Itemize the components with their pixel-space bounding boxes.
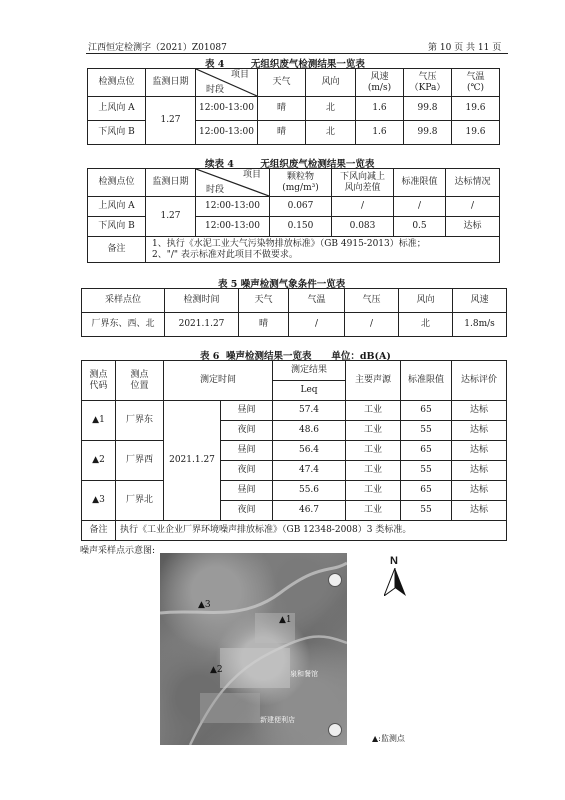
- pos-label-2: 位置: [130, 380, 149, 391]
- table4-h-diagonal: [196, 69, 258, 97]
- cell-period: 昼间: [221, 481, 273, 501]
- cell-code: ▲3: [82, 481, 116, 521]
- map-title: 噪声采样点示意图:: [80, 546, 156, 556]
- table5-h-time: 检测时间: [165, 289, 239, 313]
- cell-diff: 0.083: [332, 217, 394, 237]
- pm-label: 颗粒物: [286, 172, 314, 183]
- map-roads: [160, 553, 347, 745]
- cell-period: 昼间: [221, 401, 273, 421]
- cell-speed: 1.6: [356, 121, 404, 145]
- table4-h-wind: 风向: [306, 69, 356, 97]
- cell-leq: 55.6: [273, 481, 346, 501]
- cell-source: 工业: [346, 481, 401, 501]
- cell-limit: /: [394, 197, 446, 217]
- cell-limit: 55: [401, 461, 452, 481]
- cell-source: 工业: [346, 421, 401, 441]
- table4-h-point: 检测点位: [88, 69, 146, 97]
- table5: [81, 288, 507, 337]
- cell-leq: 57.4: [273, 401, 346, 421]
- cell-limit: 0.5: [394, 217, 446, 237]
- table4-h-temp: [452, 69, 500, 97]
- pm-unit: (mg/m³): [282, 182, 319, 193]
- table-row-note: [88, 237, 500, 263]
- note-cell: [146, 237, 500, 263]
- cell-period: 夜间: [221, 501, 273, 521]
- cell-date: 1.27: [146, 197, 196, 237]
- table4b: [87, 168, 500, 263]
- cell-source: 工业: [346, 461, 401, 481]
- note-line-1: 1、执行《水泥工业大气污染物排放标准》（GB 4915-2013）标准；: [152, 239, 426, 250]
- cell-point: 厂界东、西、北: [82, 313, 165, 337]
- table6-h-leq: Leq: [273, 381, 346, 401]
- table-row: [82, 313, 507, 337]
- cell-eval: /: [446, 197, 500, 217]
- table5-caption: 表 5 噪声检测气象条件一览表: [218, 279, 346, 290]
- press-label: 气压: [418, 72, 437, 83]
- table4b-h-eval: 达标情况: [446, 169, 500, 197]
- cell-source: 工业: [346, 501, 401, 521]
- cell-date: 2021.1.27: [164, 401, 221, 521]
- table5-h-speed: 风速: [453, 289, 507, 313]
- diff-label-2: 风向差值: [344, 182, 381, 193]
- table-row: [88, 97, 500, 121]
- cell-limit: 65: [401, 441, 452, 461]
- pos-label-1: 测点: [130, 370, 149, 381]
- north-label: N: [390, 555, 398, 567]
- cell-temp: /: [289, 313, 345, 337]
- cell-period: 夜间: [221, 421, 273, 441]
- table-row: [82, 401, 507, 421]
- cell-limit: 65: [401, 481, 452, 501]
- cell-time: 12:00-13:00: [196, 97, 258, 121]
- diff-label-1: 下风向减上: [339, 172, 385, 183]
- map-point-2: ▲2: [210, 665, 223, 675]
- map-label-store: 新建便利店: [260, 716, 295, 724]
- cell-wind: 北: [306, 97, 356, 121]
- cell-speed: 1.6: [356, 97, 404, 121]
- cell-pos: 厂界西: [116, 441, 164, 481]
- cell-leq: 56.4: [273, 441, 346, 461]
- cell-code: ▲1: [82, 401, 116, 441]
- table-row: [88, 197, 500, 217]
- satellite-map: [160, 553, 347, 745]
- cell-source: 工业: [346, 441, 401, 461]
- table4b-caption: 续表 4 无组织废气检测结果一览表: [205, 159, 375, 170]
- table4-h-press: [404, 69, 452, 97]
- cell-eval: 达标: [446, 217, 500, 237]
- cell-press: 99.8: [404, 97, 452, 121]
- cell-date: 1.27: [146, 97, 196, 145]
- cell-limit: 55: [401, 421, 452, 441]
- code-label-2: 代码: [89, 380, 108, 391]
- temp-label: 气温: [466, 72, 485, 83]
- note-label: 备注: [88, 237, 146, 263]
- doc-number: 江西恒定检测字（2021）Z01087: [88, 43, 227, 53]
- table6-h-pos: [116, 361, 164, 401]
- table4-caption: 表 4 无组织废气检测结果一览表: [205, 59, 365, 70]
- cell-press: /: [345, 313, 399, 337]
- cell-temp: 19.6: [452, 121, 500, 145]
- cell-pos: 厂界北: [116, 481, 164, 521]
- table6-h-eval: 达标评价: [452, 361, 507, 401]
- compass-icon[interactable]: [328, 573, 342, 587]
- cell-diff: /: [332, 197, 394, 217]
- header-rule: [86, 53, 508, 54]
- table6-h-code: [82, 361, 116, 401]
- cell-eval: 达标: [452, 501, 507, 521]
- map-legend: ▲:监测点: [372, 734, 405, 743]
- cell-eval: 达标: [452, 401, 507, 421]
- press-unit: （KPa）: [409, 82, 446, 93]
- map-point-1: ▲1: [279, 615, 292, 625]
- cell-eval: 达标: [452, 441, 507, 461]
- table4b-h-item: 项目: [242, 170, 261, 180]
- table4-h-speed: [356, 69, 404, 97]
- cell-leq: 48.6: [273, 421, 346, 441]
- cell-pm: 0.150: [270, 217, 332, 237]
- table4b-h-diff: [332, 169, 394, 197]
- cell-wind: 北: [399, 313, 453, 337]
- table4b-h-time: 时段: [206, 184, 225, 195]
- cell-weather: 晴: [258, 121, 306, 145]
- cell-time: 12:00-13:00: [196, 121, 258, 145]
- table4-h-date: 监测日期: [146, 69, 196, 97]
- cell-eval: 达标: [452, 421, 507, 441]
- cell-time: 12:00-13:00: [196, 197, 270, 217]
- locate-icon[interactable]: [328, 723, 342, 737]
- speed-label: 风速: [370, 72, 389, 83]
- cell-speed: 1.8m/s: [453, 313, 507, 337]
- cell-time: 2021.1.27: [165, 313, 239, 337]
- table4: [87, 68, 500, 145]
- cell-period: 夜间: [221, 461, 273, 481]
- note-line-2: 2、"/" 表示标准对此项目不做要求。: [152, 249, 298, 260]
- table4b-h-date: 监测日期: [146, 169, 196, 197]
- cell-point: 下风向 B: [88, 121, 146, 145]
- table6-h-result: 测定结果: [273, 361, 346, 381]
- cell-pm: 0.067: [270, 197, 332, 217]
- cell-leq: 47.4: [273, 461, 346, 481]
- cell-code: ▲2: [82, 441, 116, 481]
- table5-h-wind: 风向: [399, 289, 453, 313]
- table-row-note: [82, 521, 507, 541]
- cell-leq: 46.7: [273, 501, 346, 521]
- table6-h-source: 主要声源: [346, 361, 401, 401]
- speed-unit: (m/s): [367, 82, 392, 93]
- cell-limit: 55: [401, 501, 452, 521]
- table-row: [82, 441, 507, 461]
- cell-press: 99.8: [404, 121, 452, 145]
- table-row: [82, 481, 507, 501]
- table6-h-limit: 标准限值: [401, 361, 452, 401]
- cell-eval: 达标: [452, 461, 507, 481]
- cell-time: 12:00-13:00: [196, 217, 270, 237]
- table5-h-weather: 天气: [239, 289, 289, 313]
- table4b-h-limit: 标准限值: [394, 169, 446, 197]
- page-number: 第 10 页 共 11 页: [428, 43, 502, 53]
- table6-caption: 表 6 噪声检测结果一览表 单位：dB(A): [200, 351, 391, 362]
- cell-point: 下风向 B: [88, 217, 146, 237]
- table5-h-press: 气压: [345, 289, 399, 313]
- cell-point: 上风向 A: [88, 97, 146, 121]
- table4b-h-diagonal: [196, 169, 270, 197]
- table5-h-point: 采样点位: [82, 289, 165, 313]
- code-label-1: 测点: [89, 370, 108, 381]
- cell-eval: 达标: [452, 481, 507, 501]
- map-point-3: ▲3: [198, 600, 211, 610]
- cell-weather: 晴: [239, 313, 289, 337]
- table4b-h-point: 检测点位: [88, 169, 146, 197]
- table5-h-temp: 气温: [289, 289, 345, 313]
- table4-h-weather: 天气: [258, 69, 306, 97]
- note-cell: 执行《工业企业厂界环境噪声排放标准》（GB 12348-2008）3 类标准。: [116, 521, 507, 541]
- cell-limit: 65: [401, 401, 452, 421]
- cell-pos: 厂界东: [116, 401, 164, 441]
- cell-wind: 北: [306, 121, 356, 145]
- note-label: 备注: [82, 521, 116, 541]
- cell-temp: 19.6: [452, 97, 500, 121]
- cell-period: 昼间: [221, 441, 273, 461]
- table4b-h-pm: [270, 169, 332, 197]
- table4-h-time: 时段: [206, 84, 225, 95]
- temp-unit: (℃): [466, 82, 485, 93]
- table6: [81, 360, 507, 541]
- map-label-restaurant: 泉和餐馆: [290, 670, 318, 678]
- table6-h-time: 测定时间: [164, 361, 273, 401]
- cell-weather: 晴: [258, 97, 306, 121]
- table4-h-item: 项目: [230, 70, 249, 80]
- cell-point: 上风向 A: [88, 197, 146, 217]
- north-arrow-icon: [384, 568, 406, 596]
- cell-source: 工业: [346, 401, 401, 421]
